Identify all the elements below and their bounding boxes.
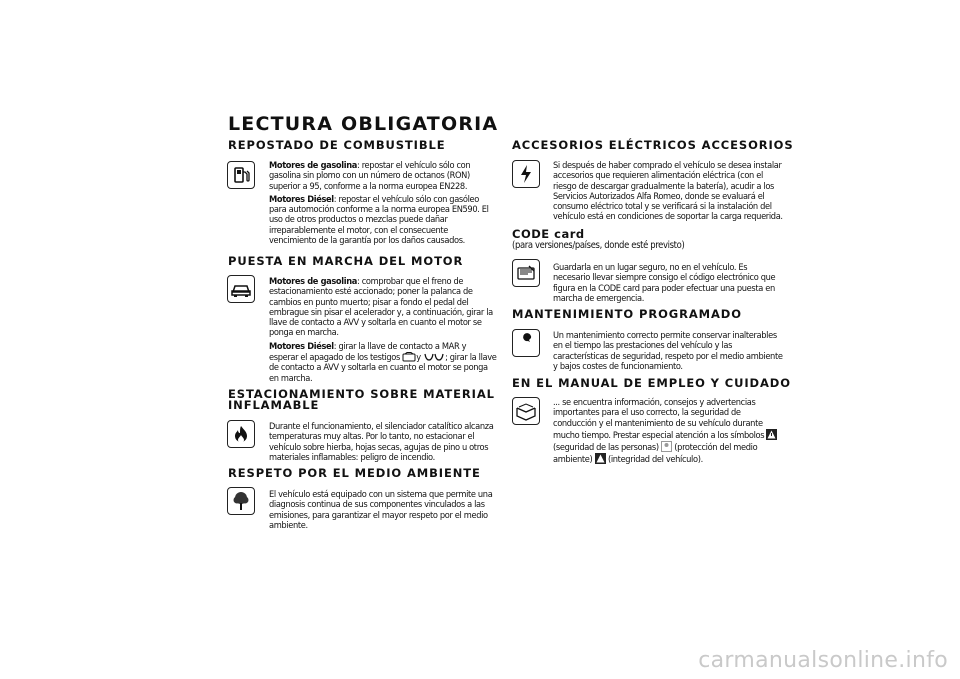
repostado-gasolina-text: : repostar el vehículo sólo con gasolina sin plomo con un número de octanos (RON) superior a 95, conforme a la norma europea EN228.: [269, 160, 471, 192]
section-title-estacionamiento: ESTACIONAMIENTO SOBRE MATERIAL INFLAMABLE: [228, 387, 495, 412]
manual-text: [553, 398, 785, 466]
puesta-diesel-text-c: ; girar la llave de contacto a AVV y soltarla en cuanto el motor se ponga en marcha.: [269, 352, 497, 384]
repostado-gasolina-label: Motores de gasolina: [269, 160, 357, 171]
manual-text-a: ... se encuentra información, consejos y advertencias importantes para el uso correcto, la seguridad de conducción y el mantenimiento de su vehículo durante mucho tiempo. Prestar especial atención a los símbolos: [553, 397, 765, 441]
accesorios-text: Si después de haber comprado el vehículo se desea instalar accesorios que requieren alimentación eléctrica (con el riesgo de descargar gradualmente la batería), acudir a los Servicios Autorizados Alfa Romeo, donde se evaluará el consumo eléctrico total y se verificará si la instalación del vehículo está en condiciones de soportar la carga requerida.: [553, 160, 783, 223]
manual-text-c: (protección del medio ambiente): [553, 442, 758, 466]
lightning-icon: [512, 160, 540, 188]
code-card-icon: [512, 259, 540, 287]
mantenimiento-text: Un mantenimiento correcto permite conservar inalterables en el tiempo las prestaciones del vehículo y las características de seguridad, respeto por el medio ambiente y bajos costes de funcionamiento.: [553, 330, 783, 372]
tree-icon: [227, 487, 255, 515]
section-title-puesta: PUESTA EN MARCHA DEL MOTOR: [228, 254, 464, 268]
book-icon: [512, 397, 540, 425]
repostado-diesel-text: : repostar el vehículo sólo con gasóleo para automoción conforme a la norma europea EN590. El uso de otros productos o mezclas puede dañar irreparablemente el motor, con el consecuente vencimiento de la garantía por los daños causados.: [269, 193, 489, 247]
section-title-manual: EN EL MANUAL DE EMPLEO Y CUIDADO: [512, 376, 791, 390]
car-icon: [227, 275, 255, 303]
watermark: carmanualsonline.info: [698, 648, 948, 673]
code-card-subtitle: (para versiones/países, donde esté previsto): [512, 240, 685, 251]
code-card-text: Guardarla en un lugar seguro, no en el vehículo. Es necesario llevar siempre consigo el código electrónico que figura en la CODE card para poder efectuar una puesta en marcha de emergencia.: [553, 262, 776, 304]
repostado-text: [269, 161, 497, 249]
puesta-gasolina-text: : comprobar que el freno de estacionamiento esté accionado; poner la palanca de cambios en punto muerto; pisar a fondo el pedal del embrague sin pisar el acelerador y, a continuación, girar la llave de contacto a AVV y soltarla en cuanto el motor se ponga en marcha.: [269, 276, 493, 339]
section-title-accesorios: ACCESORIOS ELÉCTRICOS ACCESORIOS: [512, 138, 794, 152]
environment-symbol-icon: [661, 441, 672, 452]
estacionamiento-text: Durante el funcionamiento, el silenciador catalítico alcanza temperaturas muy altas. Por lo tanto, no estacionar el vehículo sobre hierba, hojas secas, agujas de pino u otros materiales inflamables: peligro de incendio.: [269, 421, 494, 463]
puesta-diesel-text-a: : girar la llave de contacto a MAR y esperar el apagado de los testigos: [269, 340, 467, 364]
section-title-respeto: RESPETO POR EL MEDIO AMBIENTE: [228, 466, 481, 480]
glow-plug-icon: [423, 352, 445, 362]
manual-text-b: (seguridad de las personas): [553, 442, 659, 454]
section-title-repostado: REPOSTADO DE COMBUSTIBLE: [228, 138, 446, 152]
code-card-title: CODE card: [512, 227, 585, 241]
respeto-text: El vehículo está equipado con un sistema que permite una diagnosis continua de sus componentes vinculados a las emisiones, para garantizar el mayor respeto por el medio ambiente.: [269, 489, 493, 531]
puesta-text: [269, 277, 497, 387]
section-title-mantenimiento: MANTENIMIENTO PROGRAMADO: [512, 307, 742, 321]
page-title: LECTURA OBLIGATORIA: [228, 113, 499, 135]
danger-symbol-icon: [766, 429, 777, 440]
fire-icon: [227, 420, 255, 448]
wrench-icon: [512, 329, 540, 357]
repostado-diesel-label: Motores Diésel: [269, 193, 334, 205]
puesta-diesel-text-b: y: [416, 352, 421, 364]
vehicle-symbol-icon: [595, 453, 606, 464]
puesta-gasolina-label: Motores de gasolina: [269, 276, 357, 287]
warning-light-icon: [402, 352, 416, 362]
puesta-diesel-label: Motores Diésel: [269, 340, 334, 352]
fuel-pump-icon: [227, 161, 255, 189]
manual-text-d: (integridad del vehículo).: [607, 454, 703, 466]
